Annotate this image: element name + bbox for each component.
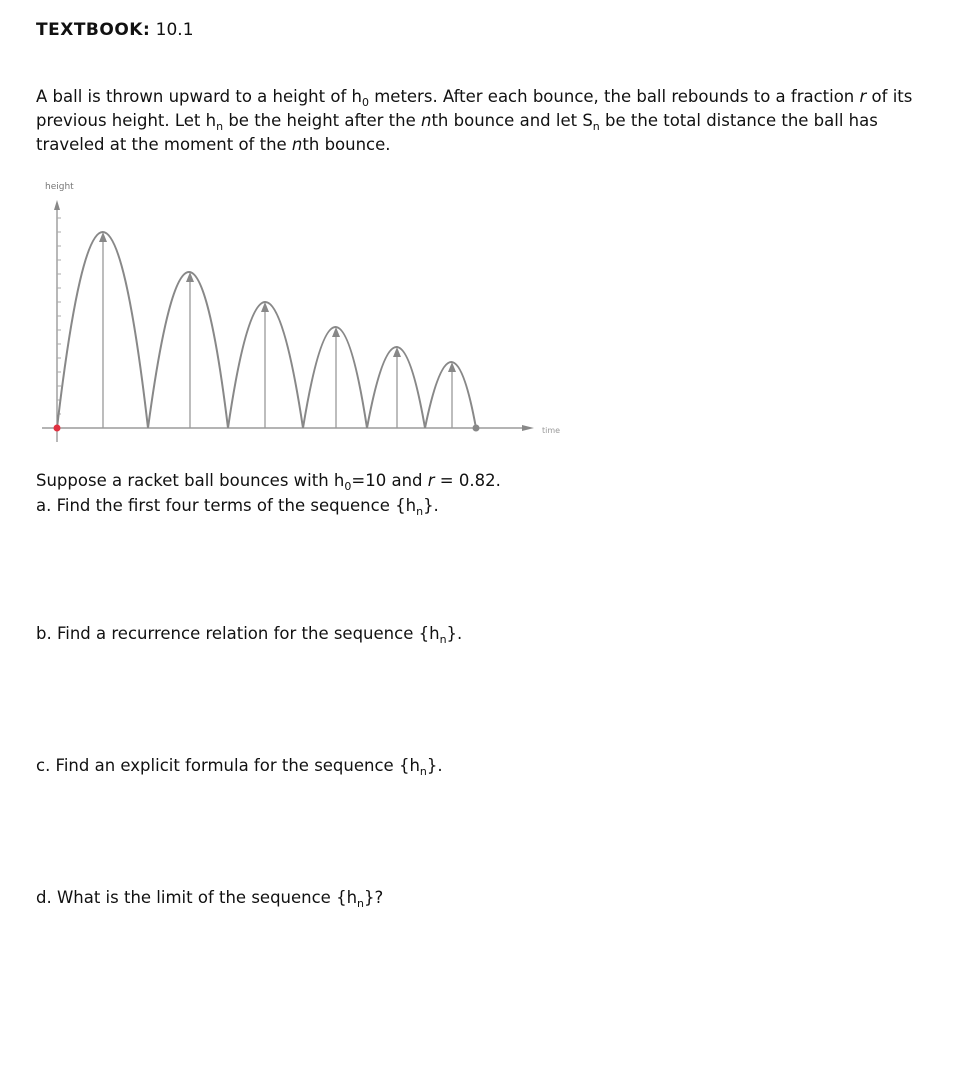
heading-label: TEXTBOOK:: [36, 20, 151, 40]
question-subscript: n: [357, 897, 365, 910]
y-axis-arrow: [54, 200, 60, 210]
question-end: }.: [446, 624, 463, 643]
question-a: [36, 494, 501, 519]
intro-text: of its previous height. Let h: [36, 87, 913, 130]
intro-subscript: n: [216, 120, 224, 133]
bounce-diagram-svg: [36, 172, 576, 442]
bounce-curves: [57, 232, 476, 428]
question-subscript: n: [419, 765, 427, 778]
question-end: }.: [423, 496, 439, 515]
bounce-diagram: [36, 172, 576, 442]
setup-text: Suppose a racket ball bounces with h: [36, 471, 345, 490]
question-text: d. What is the limit of the sequence {h: [36, 888, 358, 907]
intro-text: be the height after the: [223, 111, 421, 130]
height-arrows: [103, 238, 452, 428]
setup-variable: r: [427, 471, 435, 490]
question-end: }.: [426, 756, 443, 775]
x-axis-label: time: [542, 426, 561, 435]
intro-variable: n: [291, 135, 303, 154]
setup-line: [36, 469, 501, 494]
bounce-arc-5: [367, 347, 425, 428]
question-end: }?: [364, 888, 384, 907]
question-text: c. Find an explicit formula for the sequence {h: [36, 756, 420, 775]
intro-text: meters. After each bounce, the ball rebounds to a fraction: [368, 87, 860, 106]
x-axis-arrow: [522, 425, 534, 431]
problem-intro: [36, 86, 936, 156]
end-point: [473, 425, 480, 432]
y-axis-label: height: [45, 182, 74, 192]
intro-subscript: 0: [361, 96, 369, 109]
intro-text: th bounce and let S: [431, 111, 593, 130]
bounce-arc-2: [148, 272, 228, 428]
intro-text: th bounce.: [302, 135, 391, 154]
question-text: b. Find a recurrence relation for the sequence {h: [36, 624, 440, 643]
question-c: [36, 756, 443, 778]
bounce-arc-4: [303, 327, 367, 428]
intro-variable: n: [420, 111, 432, 130]
setup-subscript: 0: [344, 480, 352, 493]
section-number: 10.1: [155, 20, 194, 40]
intro-text: A ball is thrown upward to a height of h: [36, 87, 362, 106]
start-point: [54, 425, 61, 432]
problem-setup: [36, 469, 501, 519]
intro-text: be the total distance the ball has traveled at the moment of the: [36, 111, 878, 154]
question-d: [36, 888, 384, 910]
setup-text: = 0.82.: [434, 471, 501, 490]
question-text: a. Find the first four terms of the sequence {h: [36, 496, 417, 515]
question-b: [36, 624, 463, 646]
setup-text: =10 and: [351, 471, 428, 490]
question-subscript: n: [439, 633, 447, 646]
textbook-heading: [36, 20, 194, 40]
intro-variable: r: [859, 87, 867, 106]
question-subscript: n: [416, 505, 424, 518]
intro-subscript: n: [592, 120, 600, 133]
